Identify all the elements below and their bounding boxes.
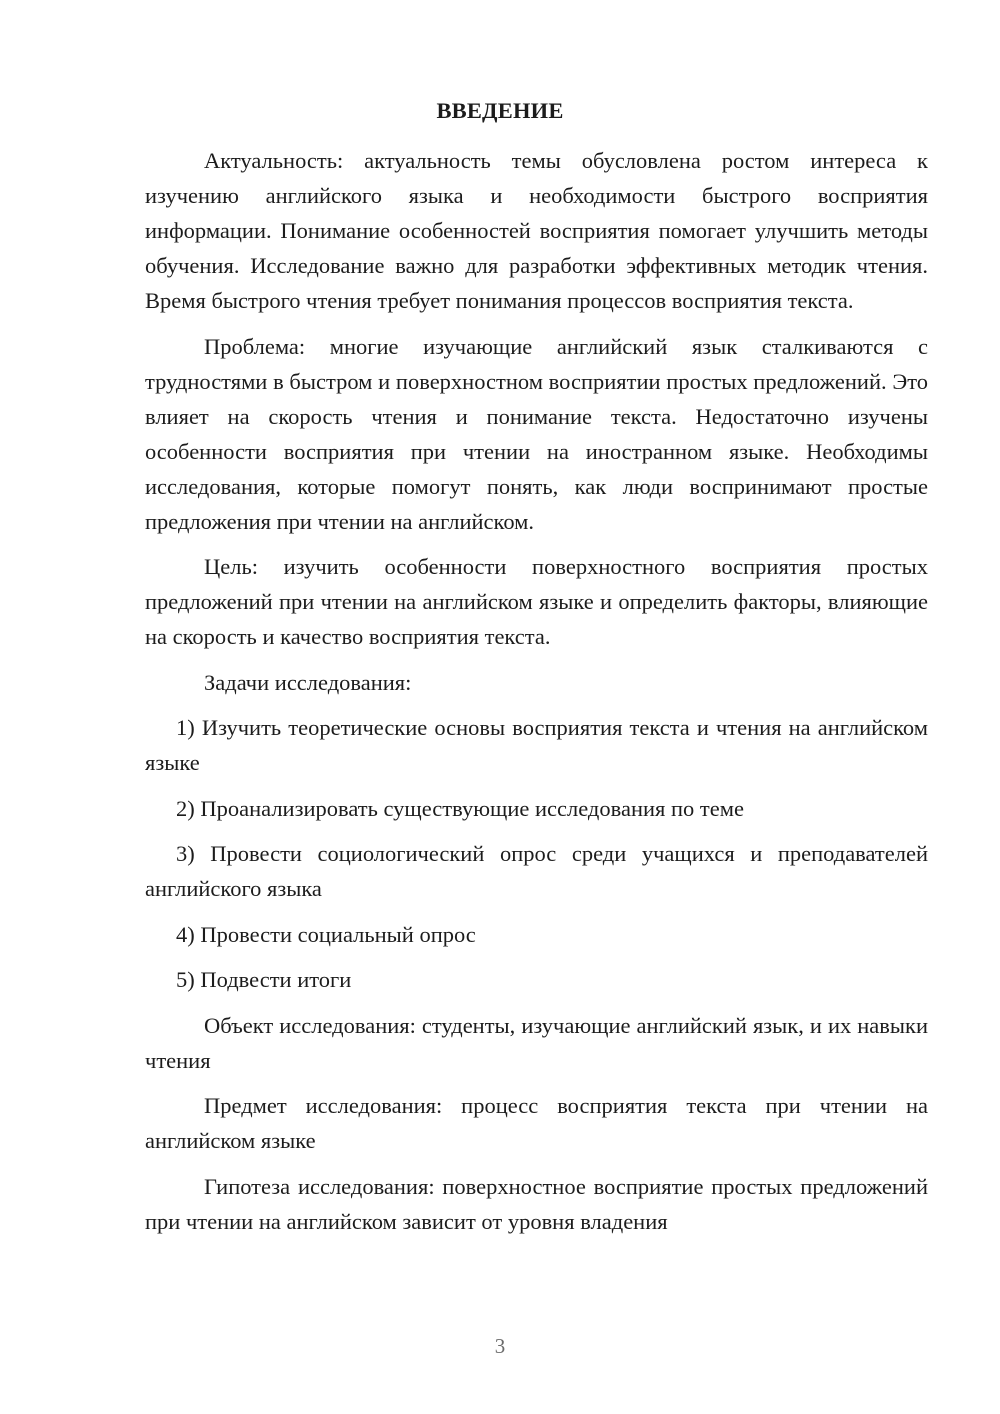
task-item-3: 3) Провести социологический опрос среди учащихся и преподавателей английского языка: [145, 841, 928, 901]
paragraph-hypothesis: Гипотеза исследования: поверхностное восприятие простых предложений при чтении на английском зависит от уровня владения: [145, 1173, 928, 1234]
task-item-5: 5) Подвести итоги: [176, 967, 352, 992]
paragraph-relevance: Актуальность: актуальность темы обусловлена ростом интереса к изучению английского языка и необходимости быстрого восприятия информации. Понимание особенностей восприятия помогает улучшить методы обучения. Исследование важно для разработки эффективных методик чтения. Время быстрого чтения требует понимания процессов восприятия текста.: [145, 148, 928, 313]
paragraph-problem: Проблема: многие изучающие английский язык сталкиваются с трудностями в быстром и поверхностном восприятии простых предложений. Это влияет на скорость чтения и понимание текста. Недостаточно изучены особенности восприятия при чтении на иностранном языке. Необходимы исследования, которые помогут понять, как люди воспринимают простые предложения при чтении на английском.: [145, 333, 928, 534]
task-item-4: 4) Провести социальный опрос: [176, 921, 476, 947]
task-item-2: 2) Проанализировать существующие исследования по теме: [176, 795, 744, 821]
paragraph-object: Объект исследования: студенты, изучающие английский язык, и их навыки чтения: [145, 1012, 928, 1073]
document-body: [145, 143, 928, 1249]
paragraph-subject: Предмет исследования: процесс восприятия текста при чтении на английском языке: [145, 1093, 928, 1153]
section-title: ВВЕДЕНИЕ: [436, 98, 564, 123]
task-item-1: 1) Изучить теоретические основы восприятия текста и чтения на английском языке: [145, 715, 928, 775]
paragraph-goal: Цель: изучить особенности поверхностного восприятия простых предложений при чтении на английском языке и определить факторы, влияющие на скорость и качество восприятия текста.: [145, 554, 928, 649]
page-number: 3: [494, 1334, 506, 1358]
tasks-heading: Задачи исследования:: [204, 669, 412, 695]
